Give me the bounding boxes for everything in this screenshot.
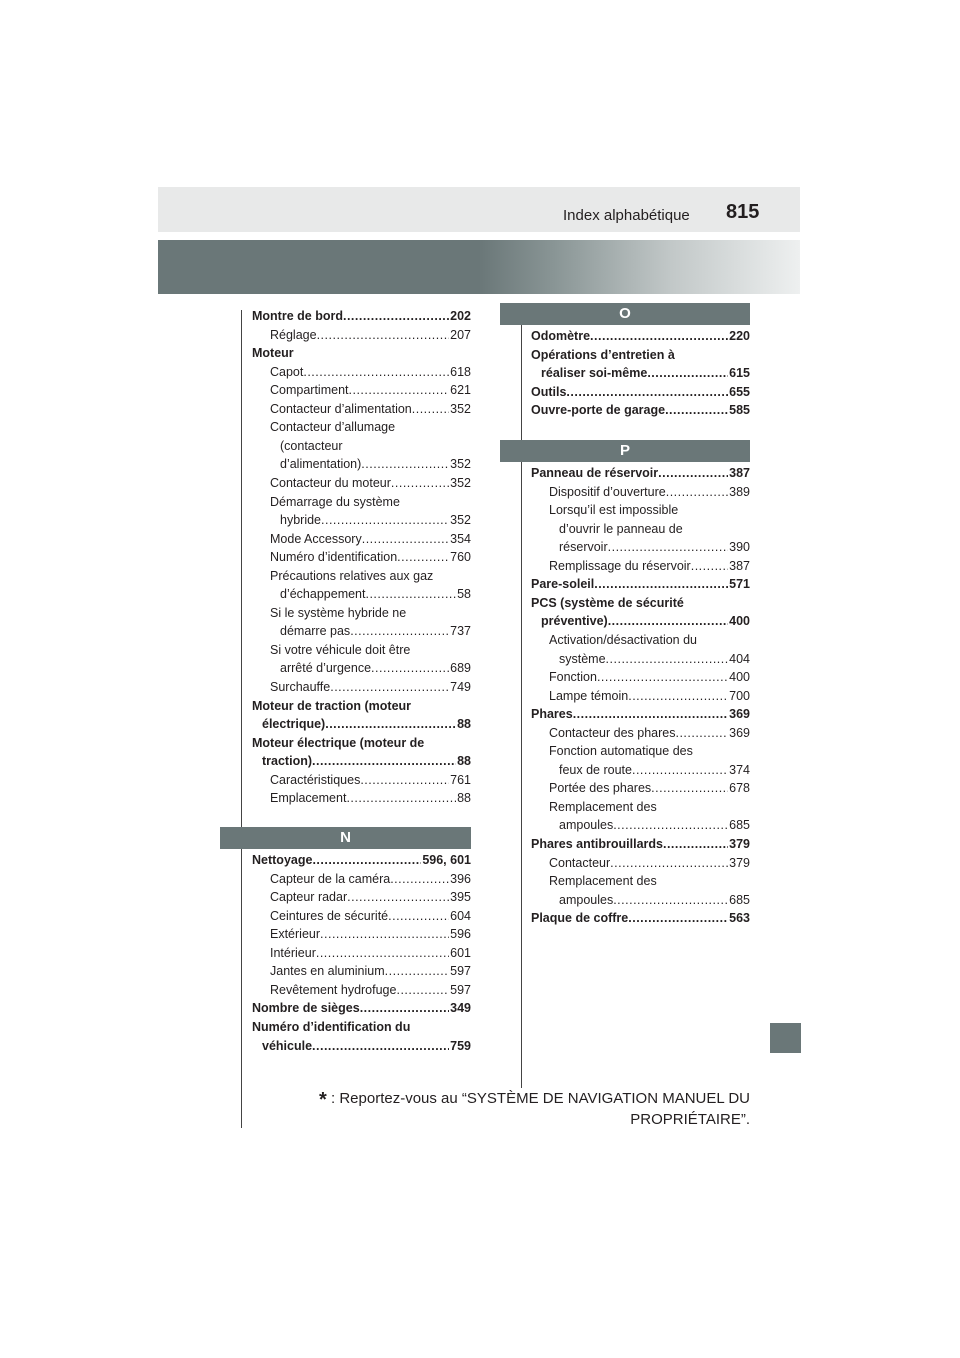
page-number: 815 [726, 201, 760, 223]
dot-leader [312, 752, 456, 770]
dot-leader [330, 678, 449, 696]
index-entry-term: ampoules [559, 818, 614, 833]
index-entry [549, 687, 750, 705]
index-entry-term: Extérieur [270, 927, 321, 942]
index-entry-page: 615 [729, 366, 750, 381]
dot-leader [610, 854, 728, 872]
index-entry-page: 678 [729, 781, 750, 796]
dot-leader [312, 851, 421, 869]
section-header-p: P [500, 440, 750, 462]
index-entry-page: 563 [729, 911, 750, 926]
index-entry [252, 851, 471, 869]
index-entry [541, 612, 750, 630]
index-entry-page: 400 [729, 670, 750, 685]
index-entry-page: 220 [729, 329, 750, 343]
index-entry-page: 390 [729, 540, 750, 555]
index-entry-term: réaliser soi-même [541, 366, 648, 381]
footnote-star: * [319, 1089, 327, 1111]
index-entry-term: Contacteur [549, 855, 611, 870]
index-entry-term: Emplacement [270, 791, 347, 806]
index-entry [270, 981, 471, 999]
index-entry-term: Mode Accessory [270, 531, 362, 546]
index-entry [270, 789, 471, 807]
index-entry [541, 364, 750, 382]
dot-leader [385, 962, 449, 980]
dot-leader [608, 612, 728, 630]
index-entry-page: 387 [729, 466, 750, 480]
index-entry [549, 724, 750, 742]
index-entry-page: 749 [450, 680, 471, 694]
dot-leader [317, 326, 450, 344]
left-column-rule [241, 310, 242, 1128]
index-entry [559, 650, 750, 668]
index-entry [270, 678, 471, 696]
index-entry [549, 557, 750, 575]
index-entry-page: 761 [450, 772, 471, 787]
dot-leader [350, 622, 449, 640]
index-entry [549, 668, 750, 686]
index-entry-term: préventive) [541, 614, 608, 629]
index-entry-term: Nettoyage [252, 853, 313, 867]
dot-leader [573, 705, 728, 723]
dot-leader [346, 789, 456, 807]
index-entry [262, 1037, 471, 1055]
index-entry-term: Revêtement hydrofuge [270, 982, 397, 997]
dot-leader [590, 327, 728, 345]
index-entry [549, 483, 750, 501]
index-entry-term: réservoir [559, 540, 608, 555]
index-entry-term: Moteur [252, 346, 294, 361]
index-entry-page: 596 [450, 927, 471, 942]
index-entry-page: 207 [450, 327, 471, 342]
index-entry-term: Démarrage du système [270, 494, 400, 509]
index-entry-term: électrique) [262, 717, 326, 732]
index-entry-term: Capteur de la caméra [270, 871, 391, 886]
index-entry-page: 689 [450, 661, 471, 676]
index-entry-page: 88 [457, 754, 471, 769]
index-entry-page: 369 [729, 707, 750, 722]
dot-leader [628, 687, 728, 705]
index-entry-term: Fonction [549, 670, 597, 685]
index-entry-page: 685 [729, 818, 750, 833]
dot-leader [365, 585, 456, 603]
footnote [308, 1089, 750, 1130]
index-entry-page: 597 [450, 964, 471, 979]
index-entry-term: d’ouvrir le panneau de [559, 521, 683, 536]
index-entry-page: 655 [729, 384, 750, 399]
index-entry [252, 307, 471, 325]
index-entry-page: 389 [729, 484, 750, 499]
dot-leader [316, 944, 449, 962]
index-entry-term: Odomètre [531, 329, 591, 343]
index-entry-page: 604 [450, 908, 471, 923]
dot-leader [675, 724, 728, 742]
index-entry [531, 835, 750, 853]
index-entry [270, 870, 471, 888]
index-entry-page: 349 [450, 1001, 471, 1016]
index-entry-term: Phares [531, 707, 573, 722]
index-entry-page: 387 [729, 558, 750, 573]
dot-leader [613, 891, 728, 909]
index-entry-page: 379 [729, 837, 750, 851]
index-entry [270, 381, 471, 399]
index-entry-page: 374 [729, 762, 750, 777]
index-entry-term: Lampe témoin [549, 688, 629, 703]
dot-leader [658, 464, 728, 482]
index-entry-term: (contacteur [280, 438, 343, 453]
index-entry-term: d’alimentation) [280, 457, 362, 472]
dot-leader [325, 715, 456, 733]
index-entry-term: Surchauffe [270, 680, 331, 694]
dot-leader [396, 981, 449, 999]
index-entry-term: Pare-soleil [531, 577, 595, 592]
index-entry-term: Nombre de sièges [252, 1001, 360, 1016]
index-entry-term: Intérieur [270, 945, 316, 960]
index-entry [531, 705, 750, 723]
header-bar [158, 187, 800, 232]
index-entry-page: 737 [450, 624, 471, 639]
dot-leader [349, 381, 450, 399]
index-entry-term: véhicule [262, 1038, 313, 1053]
dot-leader [371, 659, 449, 677]
index-entry-page: 618 [450, 364, 471, 379]
index-entry-term: Contacteur des phares [549, 725, 676, 740]
index-entry [549, 854, 750, 872]
index-entry [262, 715, 471, 733]
dot-leader [360, 999, 449, 1017]
index-entry [270, 363, 471, 381]
dot-leader [321, 511, 449, 529]
index-entry [270, 962, 471, 980]
index-entry-page: 571 [729, 577, 750, 592]
dot-leader [360, 771, 449, 789]
index-entry-page: 404 [729, 651, 750, 666]
index-entry-page: 369 [729, 725, 750, 740]
index-entry [531, 909, 750, 927]
index-entry-term: ampoules [559, 892, 614, 907]
dot-leader [390, 870, 449, 888]
index-entry [531, 401, 750, 419]
footnote-line-2: PROPRIÉTAIRE”. [630, 1111, 750, 1128]
header-banner [158, 240, 800, 294]
dot-leader [412, 400, 449, 418]
dot-leader [391, 474, 449, 492]
index-entry-term: Contacteur du moteur [270, 475, 391, 490]
index-entry-term: Moteur de traction (moteur [252, 698, 412, 713]
index-entry-page: 759 [450, 1038, 471, 1053]
index-entry-term: Opérations d’entretien à [531, 347, 675, 362]
center-column-rule [521, 310, 522, 1088]
index-entry [531, 575, 750, 593]
index-entry [559, 538, 750, 556]
index-entry [270, 771, 471, 789]
index-entry [280, 585, 471, 603]
index-entry-term: Remplacement des [549, 799, 657, 814]
index-entry-page: 379 [729, 855, 750, 870]
index-entry-term: Outils [531, 384, 567, 399]
index-entry [531, 464, 750, 482]
index-entry [252, 999, 471, 1017]
index-entry-term: système [559, 651, 606, 666]
index-entry-term: Capot [270, 364, 304, 379]
index-entry-term: Numéro d’identification du [252, 1019, 411, 1034]
index-entry-term: Caractéristiques [270, 772, 361, 787]
index-entry [262, 752, 471, 770]
index-entry-page: 88 [457, 791, 471, 806]
index-entry-page: 352 [450, 401, 471, 416]
dot-leader [606, 650, 729, 668]
dot-leader [303, 363, 449, 381]
index-entry-page: 685 [729, 892, 750, 907]
index-entry-term: feux de route [559, 762, 632, 777]
dot-leader [666, 483, 728, 501]
index-entry [270, 944, 471, 962]
page-title: Index alphabétique [563, 207, 690, 224]
index-entry-term: Précautions relatives aux gaz [270, 568, 434, 583]
index-entry-term: Ceintures de sécurité [270, 908, 389, 923]
index-entry-term: arrêté d’urgence [280, 661, 372, 676]
index-entry-page: 601 [450, 945, 471, 960]
index-entry-term: démarre pas [280, 624, 351, 639]
index-entry [270, 326, 471, 344]
dot-leader [362, 530, 449, 548]
index-entry-term: Compartiment [270, 383, 349, 398]
index-entry-term: Réglage [270, 327, 317, 342]
dot-leader [347, 888, 449, 906]
section-header-n: N [220, 827, 471, 849]
dot-leader [388, 907, 449, 925]
index-entry [280, 622, 471, 640]
dot-leader [594, 575, 728, 593]
dot-leader [312, 1037, 449, 1055]
index-entry-page: 400 [729, 614, 750, 629]
dot-leader [597, 668, 728, 686]
index-entry-term: Panneau de réservoir [531, 466, 659, 480]
index-entry [270, 548, 471, 566]
index-entry-term: Lorsqu’il est impossible [549, 503, 679, 518]
index-entry-page: 585 [729, 403, 750, 418]
index-entry-page: 597 [450, 982, 471, 997]
index-entry-term: Numéro d’identification [270, 550, 398, 565]
index-entry [280, 659, 471, 677]
index-entry-page: 202 [450, 309, 471, 323]
dot-leader [628, 909, 728, 927]
index-entry [559, 761, 750, 779]
index-entry-term: Phares antibrouillards [531, 837, 663, 851]
dot-leader [651, 779, 728, 797]
dot-leader [691, 557, 728, 575]
index-entry [559, 891, 750, 909]
index-entry-term: Contacteur d’allumage [270, 420, 396, 435]
index-entry [531, 327, 750, 345]
index-entry-term: Montre de bord [252, 309, 343, 323]
chapter-tab [770, 1023, 801, 1053]
dot-leader [663, 835, 728, 853]
section-header-o: O [500, 303, 750, 325]
dot-leader [613, 816, 728, 834]
index-entry [270, 400, 471, 418]
index-entry-page: 760 [450, 550, 471, 565]
index-entry-term: Portée des phares [549, 781, 652, 796]
index-entry-term: Plaque de coffre [531, 911, 629, 926]
index-entry-term: Activation/désactivation du [549, 632, 698, 647]
dot-leader [343, 307, 449, 325]
dot-leader [632, 761, 728, 779]
index-entry [270, 474, 471, 492]
footnote-line-1: : Reportez-vous au “SYSTÈME DE NAVIGATION MANUEL DU [331, 1090, 750, 1107]
index-entry [270, 530, 471, 548]
index-entry-term: d’échappement [280, 587, 366, 602]
index-entry-term: PCS (système de sécurité [531, 595, 684, 610]
index-entry-page: 621 [450, 383, 471, 398]
dot-leader [647, 364, 728, 382]
index-entry [270, 907, 471, 925]
index-entry-page: 58 [457, 587, 471, 602]
index-entry [280, 455, 471, 473]
index-entry-page: 395 [450, 890, 471, 905]
index-entry-term: Capteur radar [270, 890, 348, 905]
index-entry-page: 700 [729, 688, 750, 703]
index-entry [531, 383, 750, 401]
index-entry-term: Si votre véhicule doit être [270, 642, 411, 657]
dot-leader [320, 925, 449, 943]
index-entry-term: traction) [262, 754, 312, 769]
index-entry [270, 925, 471, 943]
index-entry-page: 352 [450, 457, 471, 472]
dot-leader [608, 538, 729, 556]
index-entry-page: 352 [450, 513, 471, 528]
index-entry-term: hybride [280, 513, 321, 528]
index-entry-page: 352 [450, 475, 471, 490]
index-entry-page: 88 [457, 717, 471, 732]
index-entry-term: Jantes en aluminium [270, 964, 385, 979]
index-entry-page: 596, 601 [422, 853, 471, 867]
dot-leader [361, 455, 449, 473]
index-entry-page: 354 [450, 531, 471, 546]
index-entry-page: 396 [450, 871, 471, 886]
index-entry-term: Remplissage du réservoir [549, 558, 691, 573]
dot-leader [665, 401, 728, 419]
index-entry-term: Si le système hybride ne [270, 605, 407, 620]
index-entry-term: Dispositif d’ouverture [549, 484, 666, 499]
index-entry [270, 888, 471, 906]
index-entry-term: Fonction automatique des [549, 744, 693, 759]
index-entry [549, 779, 750, 797]
dot-leader [397, 548, 449, 566]
index-entry-term: Remplacement des [549, 874, 657, 889]
index-entry [280, 511, 471, 529]
index-entry [559, 816, 750, 834]
index-entry-term: Contacteur d’alimentation [270, 401, 412, 416]
index-entry-term: Moteur électrique (moteur de [252, 735, 425, 750]
dot-leader [566, 383, 728, 401]
index-entry-term: Ouvre-porte de garage [531, 403, 666, 418]
